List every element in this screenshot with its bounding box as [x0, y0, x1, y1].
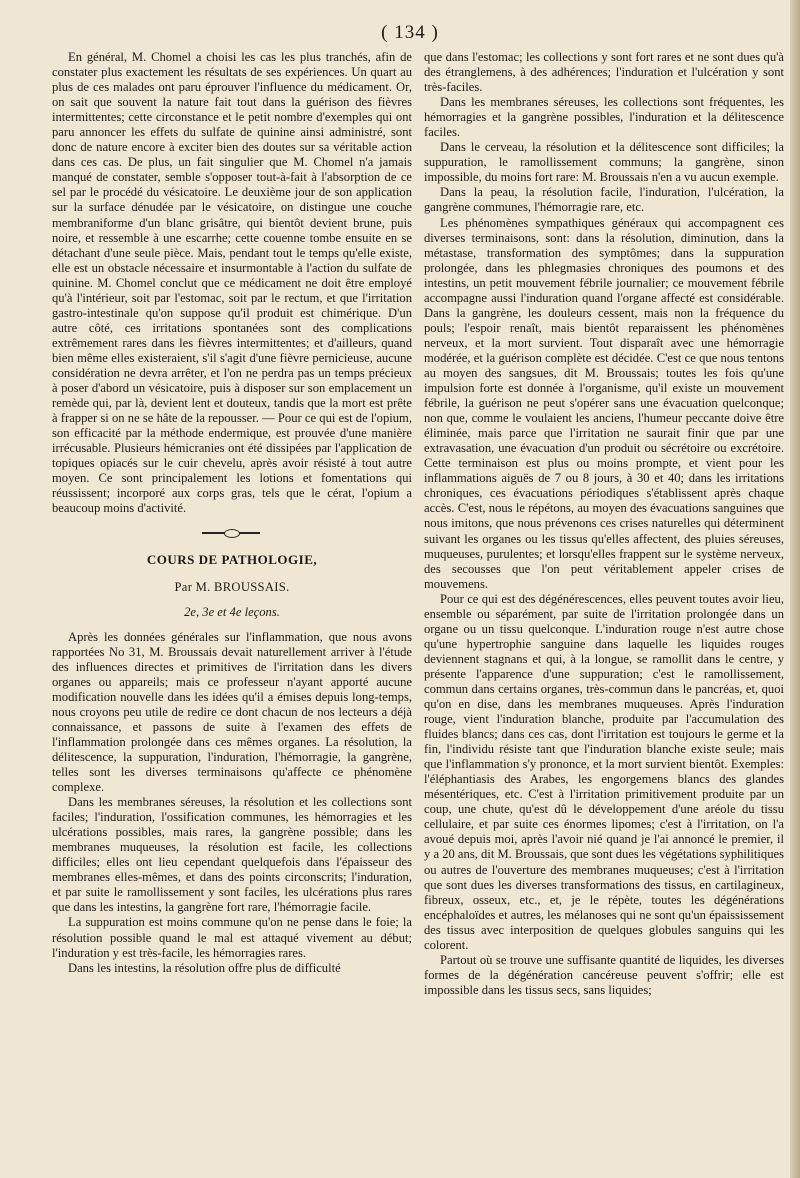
paragraph: La suppuration est moins commune qu'on ne pense dans le foie; la résolution possible quand le mal est attaqué vivement au début; l'induration y est très-facile, les hémorragies rares.: [52, 915, 412, 960]
paragraph: Dans les membranes séreuses, la résolution et les collections sont faciles; l'induration, l'ossification communes, les hémorragies et les ulcérations possibles, mais rares, la gangrène possible; dans les membranes muqueuses, la résolution est facile, les collections difficiles; elles ont lieu cependant quelquefois dans l'épaisseur des membranes elles-mêmes, et dans des points circonscrits; l'induration, et par suite le ramollissement y sont faciles, les ulcérations plus rares que dans les intestins, la gangrène fort rare, l'hémorragie facile.: [52, 795, 412, 915]
paragraph: Pour ce qui est des dégénérescences, elles peuvent toutes avoir lieu, ensemble ou séparément, par suite de l'irritation prolongée dans un organe ou un tissu quelconque. L'induration rouge n'est autre chose qu'une hypertrophie sanguine dans laquelle les liquides rouges deviennent stagnans et qui, à la longue, se ramollit dans le centre, y présente l'apparence d'une suppuration; c'est le ramollissement, commun dans certains organes, très-commun dans le pancréas, et, quoi qu'on en dise, dans les membranes muqueuses. Après l'induration rouge, vient l'induration blanche, produite par l'accumulation des fluides blancs; dans ces cas, dont l'irritation est toujours le germe et la fin, l'individu résiste tant que l'induration blanche existe seule; mais que l'inflammation s'y prononce, et la mort survient bientôt. Exemples: l'éléphantiasis des Arabes, les engorgemens blancs des glandes mésentériques, etc. C'est à l'irritation primitivement produite par un coup, une chute, qu'est dû le développement d'une aréole du tissu cellulaire, et par suite ces énormes lipomes; c'est à l'irritation, on l'a avoué depuis moi, après l'avoir nié quand je l'ai annoncé le premier, il y a 20 ans, dit M. Broussais, que sont dues les végétations syphilitiques ou autres de l'ouverture des membranes muqueuses; c'est à l'irritation que sont dues les diverses transformations des tissus, en cartilagineux, fibreux, osseux, etc., et, je le répète, toutes les dégénérations encéphaloïdes et autres, les mélanoses qui ne sont qu'un épaississement des tissus avec interposition de quelques globules sanguins qui les colorent.: [424, 591, 784, 952]
paragraph: que dans l'estomac; les collections y sont fort rares et ne sont dues qu'à des étranglemens, à des adhérences; l'induration et l'ulcération y sont très-faciles.: [424, 50, 784, 95]
separator-knot-icon: [224, 529, 240, 538]
section-author: Par M. BROUSSAIS.: [174, 579, 290, 594]
article-broussais-body: [52, 630, 412, 976]
paragraph: Les phénomènes sympathiques généraux qui accompagnent ces diverses terminaisons, sont: dans la résolution, diminution, dans la métastase, transformation des symptômes; dans la suppuration prolongée, dans les phlegmasies chroniques des poumons et des intestins, un petit mouvement fébrile journalier; ce mouvement fébrile accompagne aussi l'induration quand l'organe affecté est considérable. Dans la gangrène, les douleurs cessent, mais non la fréquence du pouls; l'espoir renaît, mais bientôt reparaissent les phénomènes nerveux, et la mort survient. Tout disparaît avec une hémorragie modérée, et la guérison complète est décidée. C'est ce que nous tentons au moyen des sangsues, dit M. Broussais; toutes les fois qu'une impulsion forte est donnée à l'organisme, qu'il existe un mouvement fébrile, la guérison ne peut s'opérer sans une évacuation quelconque; non que, comme le voulaient les anciens, l'humeur peccante doive être éliminée, mais parce que l'irritation ne saurait finir que par une extravasation, une évacuation d'un produit ou sécrétoire ou excrétoire. Cette terminaison est plus ou moins prompte, et vient pour les inflammations aiguës de 7 ou 8 jours, à 30 et 40; dans les irritations chroniques, ces évacuations périodiques s'établissent après chaque accès. C'est, nous le répétons, au moyen des évacuations sanguines que nous imitons, que nous prévenons ces crises naturelles qui déterminent suivant les organes ou les tissus qu'elles affectent, des pluies séreuses, muqueuses, purulentes; et lorsqu'elles frappent sur le système nerveux, des secousses que l'on peut véritablement appeler crises de mouvemens.: [424, 215, 784, 591]
section-separator-ornament: [52, 528, 412, 538]
paragraph: Après les données générales sur l'inflammation, que nous avons rapportées No 31, M. Broussais devait naturellement arriver à l'étude des influences directes et primitives de l'irritation dans les divers organes ou appareils; mais ce professeur n'ayant apporté aucune modification nouvelle dans les idées qu'il a émises depuis long-temps, nous croyons peu utile de redire ce dont chacun de nos lecteurs a déjà connaissance, et passons de suite à l'examen des effets de l'inflammation prolongée dans ces mêmes organes. La résolution, la délitescence, la suppuration, l'induration, l'hémorragie, la gangrène, telles sont les diverses terminaisons qu'affecte ce phénomène complexe.: [52, 629, 412, 795]
paragraph: Dans la peau, la résolution facile, l'induration, l'ulcération, la gangrène communes, l'hémorragie rare, etc.: [424, 185, 784, 215]
section-lessons: 2e, 3e et 4e leçons.: [184, 604, 280, 619]
page-number: ( 134 ): [381, 22, 439, 43]
section-title: COURS DE PATHOLOGIE,: [146, 552, 318, 568]
paragraph: Dans les membranes séreuses, les collections sont fréquentes, les hémorragies et la gangrène possibles, l'induration et la délitescence faciles.: [424, 95, 784, 140]
article-broussais-continuation: [424, 50, 784, 998]
page-edge-shadow: [790, 0, 800, 1178]
article-chomel-continuation: [52, 50, 412, 516]
right-column: [424, 50, 784, 998]
paragraph: En général, M. Chomel a choisi les cas les plus tranchés, afin de constater plus exactement les résultats de ses expériences. Un quart au plus de ces malades ont paru éprouver l'influence du médicament. Or, on sait que souvent la nature fait tout dans la guérison des fièvres intermittentes; cette circonstance et le petit nombre d'exemples qui ont paru annoncer les effets du sulfate de quinine ainsi administré, sont donc de nature encore à exciter bien des doutes sur sa véritable action dans ces cas. De plus, un fait singulier que M. Chomel n'a jamais manqué de constater, semble s'opposer tout-à-fait à l'absorption de ce sel par le procédé du vésicatoire. Le deuxième jour de son application sur la surface dénudée par le vésicatoire, on distingue une couche membraniforme d'un blanc grisâtre, qui bientôt devient brune, puis noire, et ressemble à une escarrhe; cette couenne tombe ensuite en se détachant d'une seule pièce. Mais, pendant tout le temps qu'elle existe, elle est un obstacle nécessaire et insurmontable à l'action du sulfate de quinine. M. Chomel conclut que ce médicament ne doit être employé qu'à l'intérieur, soit par l'estomac, soit par le rectum, et que l'irritation gastro-intestinale qu'on suppose qu'il produit est chimérique. D'un autre côté, ces irritations spontanées sont des complications extrêmement rares dans les fièvres intermittentes; et d'ailleurs, quand bien même elles existeraient, s'il s'agit d'une fièvre pernicieuse, aucune considération ne devra arrêter, et l'on ne perdra pas un temps précieux à poser d'abord un vésicatoire, puis à disposer sur son emplacement un remède qui, par là, devient lent et douteux, tandis que la mort est prête à frapper si on ne se hâte de la repousser. — Pour ce qui est de l'opium, son efficacité par la méthode endermique, est prouvée d'une manière irrécusable. Plusieurs hémicranies ont été dissipées par l'application de topiques opiacés sur le cuir chevelu, après avoir résisté à tout autre moyen. Ce sont principalement les lotions et fomentations qui réussissent; incorporé aux corps gras, tels que le cérat, l'opium a beaucoup moins d'activité.: [52, 50, 412, 516]
paragraph: Dans les intestins, la résolution offre plus de difficulté: [68, 960, 341, 975]
left-column: [52, 50, 412, 976]
paragraph: Dans le cerveau, la résolution et la délitescence sont difficiles; la suppuration, le ramollissement communs; la gangrène, sinon impossible, du moins fort rare: M. Broussais n'en a vu aucun exemple.: [424, 140, 784, 185]
paragraph: Partout où se trouve une suffisante quantité de liquides, les diverses formes de la dégénération cancéreuse peuvent s'offrir; elle est impossible dans les tissus secs, sans liquides;: [424, 952, 784, 997]
